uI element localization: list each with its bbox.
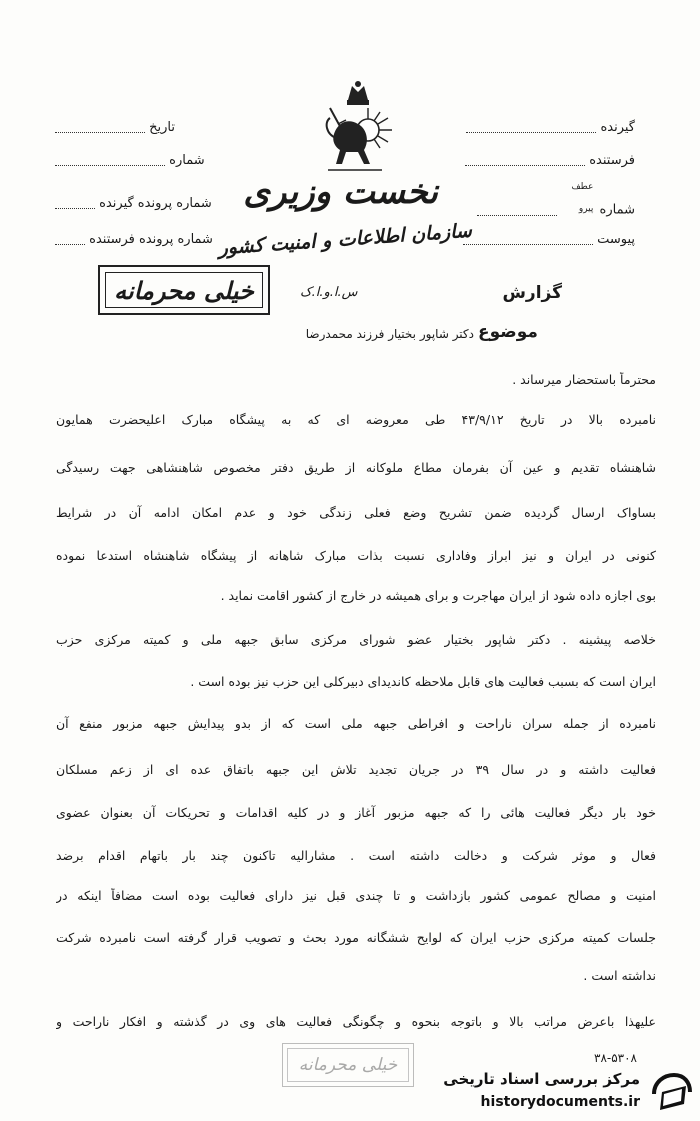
field-sender-file-label: شماره پرونده فرستنده xyxy=(89,232,213,247)
body-line: جلسات کمیته مرکزی حزب ایران که لوایح ششگانه مورد بحث و تصویب قرار گرفته است نامبرده شرکت xyxy=(56,930,656,945)
watermark-url: historydocuments.ir xyxy=(480,1094,640,1110)
body-line: نامبرده از جمله سران ناراحت و افراطی جبهه ملی است که از بدو پیدایش جبهه مزبور منفع آن xyxy=(56,716,656,731)
top-secret-stamp xyxy=(98,265,270,315)
field-recipient-file xyxy=(55,196,212,211)
document-number: ۳۸-۵۳۰۸ xyxy=(594,1051,638,1065)
body-line: فعال و موثر شرکت و دخالت داشته است . مشارالیه تاکنون چند بار باتهام اقدام برضد xyxy=(56,848,656,863)
body-line: محترماً باستحضار میرساند . xyxy=(512,372,656,387)
field-sender xyxy=(465,153,635,168)
body-line: فعالیت داشته و در سال ۳۹ در جریان تجدید تلاش این جبهه باتفاق عده ای از زعم مسلکان xyxy=(56,762,656,777)
field-sender-file xyxy=(55,232,213,247)
body-line: خلاصه پیشینه . دکتر شاپور بختیار عضو شورای مرکزی سابق جبهه ملی و کمیته مرکزی حزب xyxy=(56,632,656,647)
field-number-note-bottom: پیرو xyxy=(578,204,594,214)
body-line: بوی اجازه داده شود از ایران مهاجرت و برای همیشه در خارج از کشور اقامت نماید . xyxy=(220,588,656,603)
faded-secret-stamp xyxy=(282,1043,414,1087)
field-number-right-label: شماره xyxy=(599,202,635,218)
body-line: علیهذا باعرض مراتب بالا و باتوجه بنحوه و چگونگی فعالیت های وی در گذشته و افکار ناراحت و xyxy=(56,1014,656,1029)
field-number-right xyxy=(477,182,635,224)
field-date xyxy=(55,120,175,135)
subject-text: دکتر شاپور بختیار فرزند محمدرضا xyxy=(305,327,474,341)
body-line: ایران است که بسبب فعالیت های قابل ملاحظه کاندیدای دبیرکلی این حزب نیز بوده است . xyxy=(190,674,656,689)
field-number-note-top: عطف xyxy=(571,182,594,192)
body-line: امنیت و مصالح عمومی کشور بازداشت و تا چندی قبل نیز دارای فعالیت بوده است مضافاً اینکه در xyxy=(56,888,656,903)
field-number-left-label: شماره xyxy=(169,153,205,168)
field-number-left xyxy=(55,153,205,168)
faded-secret-stamp-text: خیلی محرمانه xyxy=(298,1055,398,1075)
body-line: خود بار دیگر فعالیت هائی را که جبهه مزبور آغاز و در کلیه اقدامات و تحریکات آن بعنوان عضوی xyxy=(56,805,656,820)
report-code: س.ا.و.ا.ک xyxy=(300,285,358,300)
body-line: نامبرده بالا در تاریخ ۴۳/۹/۱۲ طی معروضه ای که به پیشگاه مبارک اعلیحضرت همایون xyxy=(56,412,656,427)
top-secret-stamp-text: خیلی محرمانه xyxy=(114,275,254,305)
field-sender-label: فرستنده xyxy=(589,153,635,168)
org-title: نخست وزیری xyxy=(243,172,438,212)
field-recipient xyxy=(466,120,635,135)
body-line: بساواک ارسال گردیده ضمن تشریح وضع فعلی زندگی خود و عدم امکان ادامه آن در شرایط xyxy=(56,505,656,520)
field-date-label: تاریخ xyxy=(149,120,176,135)
body-line: شاهنشاه تقدیم و عین آن بفرمان مطاع ملوکانه از طریق دفتر مخصوص شاهنشاهی جهت رسیدگی xyxy=(56,460,656,475)
org-subtitle: سازمان اطلاعات و امنیت کشور xyxy=(217,219,473,260)
body-line: کنونی در ایران و نیز ابراز وفاداری نسبت بذات مبارک شاهانه از پیشگاه شاهنشاه استدعا نموده xyxy=(56,548,656,563)
field-recipient-file-label: شماره پرونده گیرنده xyxy=(99,196,212,211)
archive-logo-icon xyxy=(648,1072,694,1116)
watermark-title: مرکز بررسی اسناد تاریخی xyxy=(443,1070,640,1088)
field-recipient-label: گیرنده xyxy=(600,120,635,135)
field-attachment xyxy=(463,232,635,247)
report-label: گزارش xyxy=(502,283,562,303)
body-line: نداشته است . xyxy=(583,968,656,983)
archive-watermark xyxy=(398,1068,698,1118)
subject-label: موضوع xyxy=(478,322,538,342)
field-attachment-label: پیوست xyxy=(597,232,635,247)
